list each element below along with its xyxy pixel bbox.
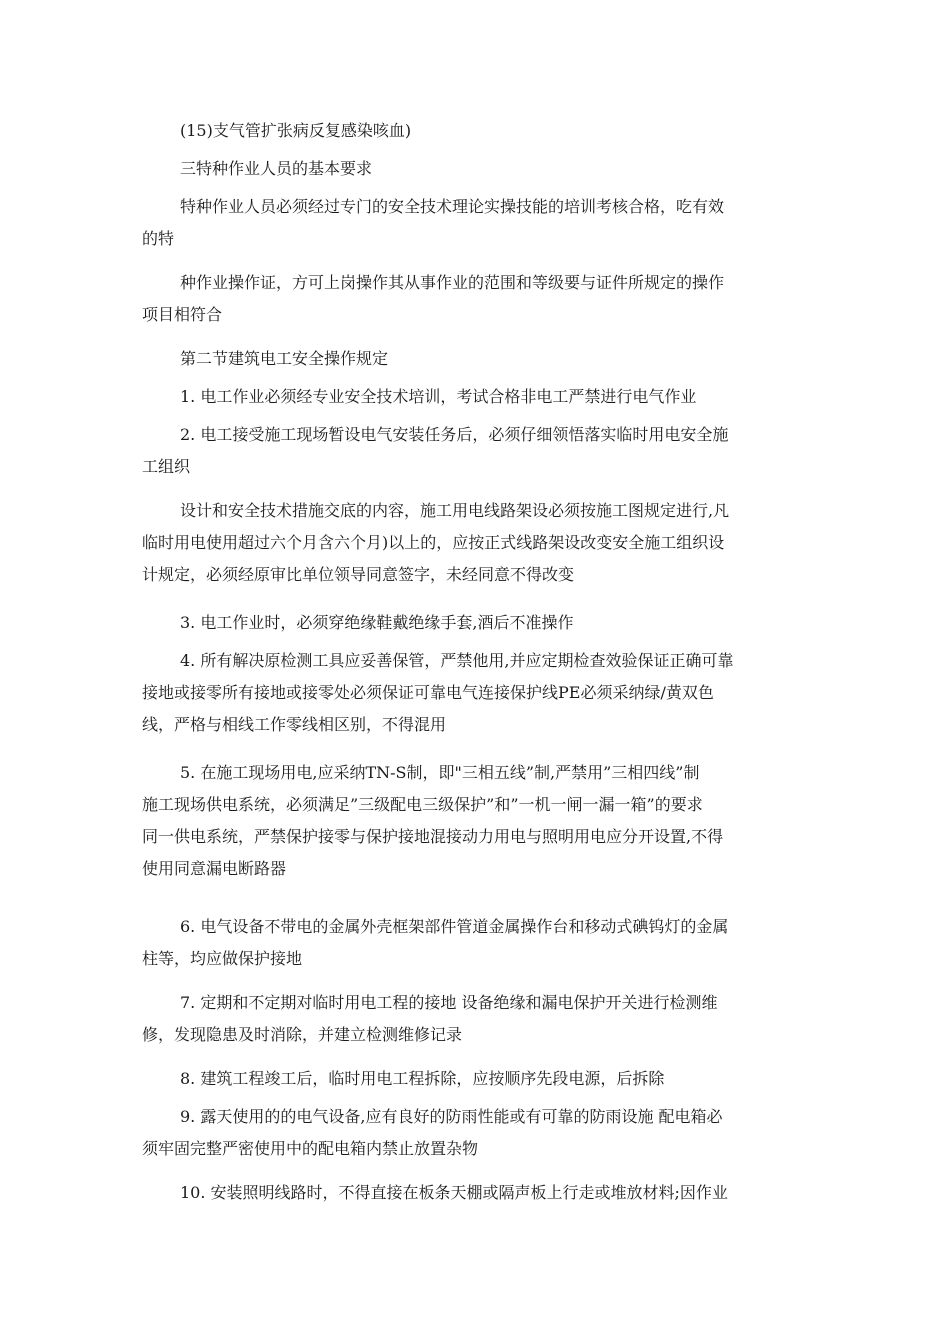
text-line: 工组织	[142, 457, 191, 476]
text-line: 3. 电工作业时，必须穿绝缘鞋戴绝缘手套,酒后不准操作	[180, 613, 574, 632]
text-line: 10. 安装照明线路时，不得直接在板条天棚或隔声板上行走或堆放材料;因作业	[180, 1183, 728, 1202]
paragraph-rule-10	[142, 1177, 818, 1209]
paragraph-3	[142, 191, 818, 255]
paragraph-rule-4	[142, 645, 818, 741]
text-line: 项目相符合	[142, 305, 223, 324]
text-line: 2. 电工接受施工现场暂设电气安装任务后，必须仔细领悟落实临时用电安全施	[180, 425, 729, 444]
text-line: 特种作业人员必须经过专门的安全技术理论实操技能的培训考核合格，吃有效	[180, 197, 725, 216]
text-line: 须牢固完整严密使用中的配电箱内禁止放置杂物	[142, 1139, 479, 1158]
text-line: 柱等，均应做保护接地	[142, 949, 303, 968]
text-line: 7. 定期和不定期对临时用电工程的接地 设备绝缘和漏电保护开关进行检测维	[180, 993, 718, 1012]
text-line: 6. 电气设备不带电的金属外壳框架部件管道金属操作台和移动式碘钨灯的金属	[180, 917, 729, 936]
text-line: (15)支气管扩张病反复感染咳血)	[180, 121, 412, 140]
text-line: 5. 在施工现场用电,应采纳TN-S制，即"三相五线”制,严禁用”三相四线”制	[180, 763, 700, 782]
paragraph-rule-9	[142, 1101, 818, 1165]
paragraph-rule-7	[142, 987, 818, 1051]
paragraph-rule-5	[142, 757, 818, 885]
text-line: 4. 所有解决原检测工具应妥善保管，严禁他用,并应定期检查效验保证正确可靠	[180, 651, 734, 670]
text-line: 接地或接零所有接地或接零处必须保证可靠电气连接保护线PE必须采纳绿/黄双色	[142, 683, 714, 702]
paragraph-1	[142, 115, 818, 147]
text-line: 1. 电工作业必须经专业安全技术培训，考试合格非电工严禁进行电气作业	[180, 387, 697, 406]
paragraph-2	[142, 153, 818, 185]
text-line: 种作业操作证，方可上岗操作其从事作业的范围和等级要与证件所规定的操作	[180, 273, 725, 292]
text-line: 修，发现隐患及时消除，并建立检测维修记录	[142, 1025, 463, 1044]
section-heading	[142, 343, 818, 375]
text-line: 三特种作业人员的基本要求	[180, 159, 373, 178]
paragraph-rule-1	[142, 381, 818, 413]
text-line: 线，严格与相线工作零线相区别，不得混用	[142, 715, 447, 734]
paragraph-rule-3	[142, 607, 818, 639]
paragraph-rule-8	[142, 1063, 818, 1095]
text-line: 9. 露天使用的的电气设备,应有良好的防雨性能或有可靠的防雨设施 配电箱必	[180, 1107, 723, 1126]
text-line: 第二节建筑电工安全操作规定	[180, 349, 389, 368]
text-line: 计规定，必须经原审比单位领导同意签字，未经同意不得改变	[142, 565, 575, 584]
paragraph-rule-2	[142, 419, 818, 483]
text-line: 临时用电使用超过六个月含六个月)以上的，应按正式线路架设改变安全施工组织设	[142, 533, 725, 552]
paragraph-rule-6	[142, 911, 818, 975]
text-line: 使用同意漏电断路器	[142, 859, 287, 878]
text-line: 8. 建筑工程竣工后，临时用电工程拆除，应按顺序先段电源，后拆除	[180, 1069, 665, 1088]
paragraph-4	[142, 267, 818, 331]
text-line: 同一供电系统，严禁保护接零与保护接地混接动力用电与照明用电应分开设置,不得	[142, 827, 724, 846]
paragraph-rule-2-cont	[142, 495, 818, 591]
text-line: 施工现场供电系统，必须满足”三级配电三级保护”和”一机一闸一漏一箱”的要求	[142, 795, 703, 814]
text-line: 的特	[142, 229, 175, 248]
text-line: 设计和安全技术措施交底的内容，施工用电线路架设必须按施工图规定进行,凡	[180, 501, 730, 520]
